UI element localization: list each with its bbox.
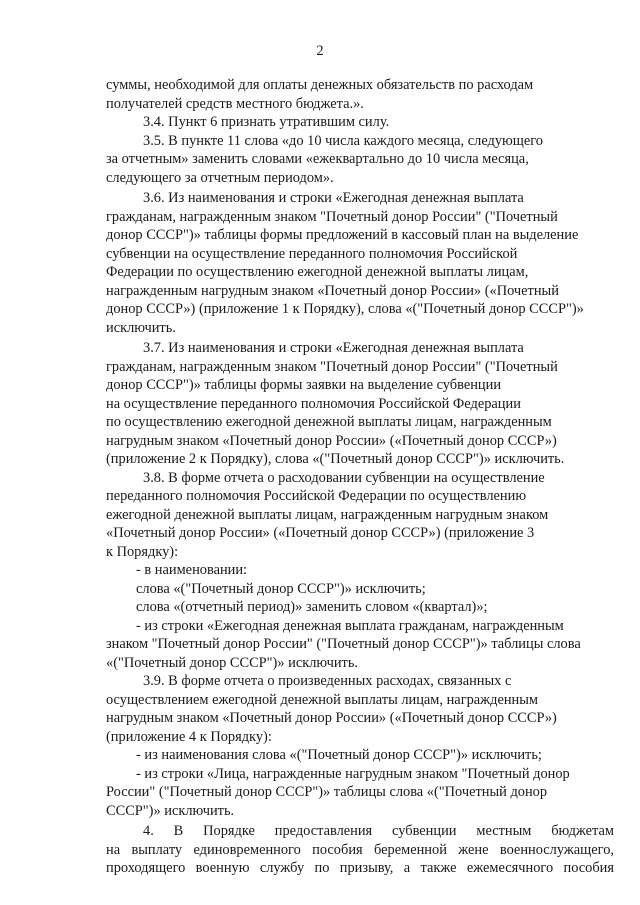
list-item-3-9-a xyxy=(106,746,614,765)
paragraph-3-6 xyxy=(106,189,614,337)
text-line: гражданам, награжденным знаком "Почетный донор России" ("Почетный xyxy=(106,208,558,225)
text-line: осуществлением ежегодной денежной выплаты лицам, награжденным xyxy=(106,691,539,708)
text-line: 3.6. Из наименования и строки «Ежегодная денежная выплата xyxy=(143,190,524,206)
text-line: субвенции на осуществление переданного полномочия Российской xyxy=(106,245,518,262)
text-line: награжденным нагрудным знаком «Почетный донор России» («Почетный xyxy=(106,282,559,299)
list-item-3-8-d xyxy=(106,617,614,673)
text-line: следующего за отчетным периодом». xyxy=(106,169,334,186)
page-number: 2 xyxy=(316,43,324,59)
document-body xyxy=(106,76,614,878)
list-item-3-8-b xyxy=(106,580,614,599)
text-line: - в наименовании: xyxy=(136,562,248,578)
text-line: 3.8. В форме отчета о расходовании субвенции на осуществление xyxy=(143,469,545,486)
text-line: 3.7. Из наименования и строки «Ежегодная денежная выплата xyxy=(143,340,524,356)
text-line: 3.5. В пункте 11 слова «до 10 числа каждого месяца, следующего xyxy=(143,132,543,149)
text-line: «("Почетный донор СССР")» исключить. xyxy=(106,654,358,671)
text-line: - из наименования слова «("Почетный донор СССР")» исключить; xyxy=(136,747,542,763)
text-line: получателей средств местного бюджета.». xyxy=(106,95,364,112)
paragraph-continuation xyxy=(106,76,614,113)
text-line: переданного полномочия Российской Федерации по осуществлению xyxy=(106,488,527,504)
text-line: слова «(отчетный период)» заменить словом «(квартал)»; xyxy=(136,599,488,615)
text-line: по осуществлению ежегодной денежной выплаты лицам, награжденным xyxy=(106,414,552,430)
text-line: к Порядку): xyxy=(106,543,179,560)
text-line: 3.9. В форме отчета о произведенных расходах, связанных с xyxy=(143,673,512,689)
text-line: России" ("Почетный донор СССР")» таблицы слова «("Почетный донор xyxy=(106,784,548,800)
text-line: суммы, необходимой для оплаты денежных обязательств по расходам xyxy=(106,77,534,93)
text-line: слова «("Почетный донор СССР")» исключить; xyxy=(136,580,426,597)
paragraph-4 xyxy=(106,822,614,878)
text-line: на выплату единовременного пособия беременной жене военнослужащего, xyxy=(106,841,614,858)
paragraph-3-4 xyxy=(106,113,614,132)
list-item-3-8-c xyxy=(106,598,614,617)
text-line: нагрудным знаком «Почетный донор России» («Почетный донор СССР») xyxy=(106,710,557,726)
text-line: донор СССР")» таблицы формы предложений в кассовый план на выделение xyxy=(106,227,579,243)
text-line: «Почетный донор России» («Почетный донор СССР») (приложение 3 xyxy=(106,525,535,541)
text-line: нагрудным знаком «Почетный донор России» («Почетный донор СССР») xyxy=(106,432,557,449)
text-line: 4. В Порядке предоставления субвенции местным бюджетам xyxy=(143,823,614,839)
text-line: ежегодной денежной выплаты лицам, награжденным нагрудным знаком xyxy=(106,506,549,523)
text-line: на осуществление переданного полномочия Российской Федерации xyxy=(106,395,521,412)
text-line: (приложение 4 к Порядку): xyxy=(106,728,272,745)
text-line: донор СССР») (приложение 1 к Порядку), слова «("Почетный донор СССР")» xyxy=(106,301,584,317)
paragraph-3-7 xyxy=(106,339,614,469)
text-line: проходящего военную службу по призыву, а также ежемесячного пособия xyxy=(106,860,614,876)
paragraph-3-9 xyxy=(106,672,614,746)
text-line: СССР")» исключить. xyxy=(106,802,235,819)
paragraph-3-8 xyxy=(106,469,614,562)
text-line: за отчетным» заменить словами «ежеквартально до 10 числа месяца, xyxy=(106,151,529,167)
list-item-3-9-b xyxy=(106,765,614,821)
text-line: знаком "Почетный донор России" ("Почетный донор СССР")» таблицы слова xyxy=(106,636,581,652)
text-line: исключить. xyxy=(106,319,176,336)
text-line: - из строки «Лица, награжденные нагрудным знаком "Почетный донор xyxy=(136,765,570,782)
text-line: гражданам, награжденным знаком "Почетный донор России" ("Почетный xyxy=(106,358,558,375)
text-line: (приложение 2 к Порядку), слова «("Почетный донор СССР")» исключить. xyxy=(106,451,565,467)
list-item-3-8-a xyxy=(106,561,614,580)
text-line: 3.4. Пункт 6 признать утратившим силу. xyxy=(143,114,390,130)
text-line: Федерации по осуществлению ежегодной денежной выплаты лицам, xyxy=(106,264,529,280)
paragraph-3-5 xyxy=(106,132,614,188)
text-line: - из строки «Ежегодная денежная выплата гражданам, награжденным xyxy=(136,617,564,634)
text-line: донор СССР")» таблицы формы заявки на выделение субвенции xyxy=(106,377,502,393)
